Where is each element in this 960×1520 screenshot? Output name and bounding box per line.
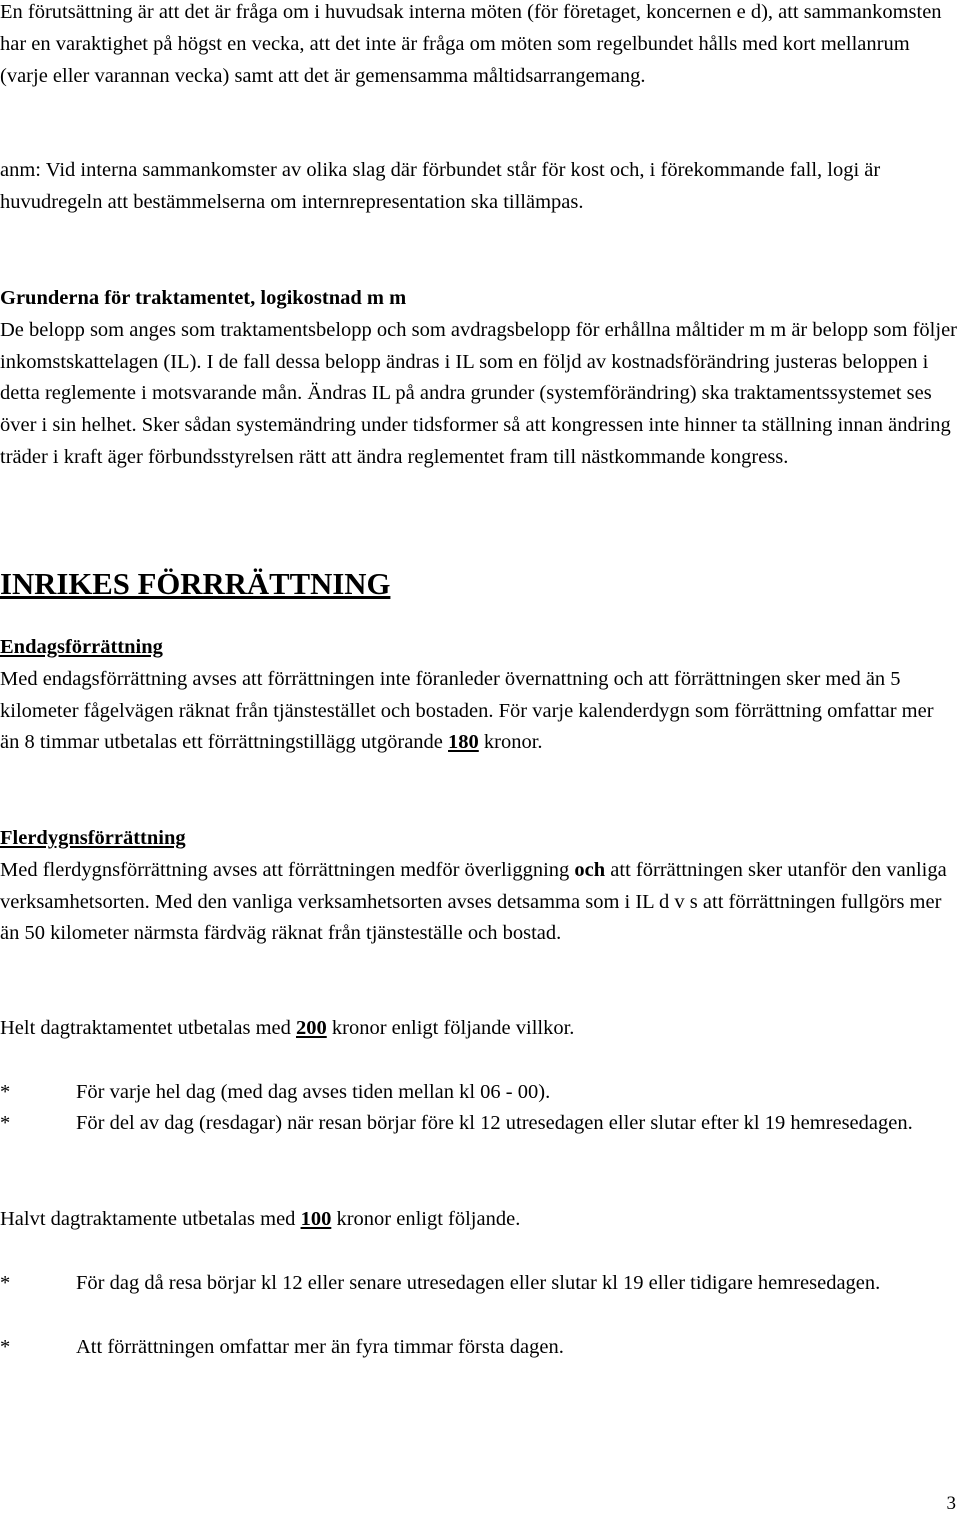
endags-section (0, 632, 958, 759)
halvt-amount: 100 (300, 1208, 332, 1230)
bullet-star: * (0, 1336, 11, 1358)
grunder-text: De belopp som anges som traktamentsbelopp och som avdragsbelopp för erhållna måltider m m är belopp som följer inkomstskattelagen (IL). I de fall dessa belopp ändras i IL som en följd av kostnadsförändring justeras beloppen i detta reglemente i motsvarande mån. Ändras IL på andra grunder (systemförändring) ska traktamentssystemet ses över i sin helhet. Sker sådan systemändring under tidsformer så att kongressen inte hinner ta ställning innan ändring träder i kraft äger förbundsstyrelsen rätt att ändra reglementet fram till nästkommande kongress. (0, 318, 957, 468)
flerdygns-heading: Flerdygnsförrättning (0, 827, 186, 849)
helt-text-a: Helt dagtraktamentet utbetalas med (0, 1017, 296, 1039)
page-number: 3 (946, 1493, 956, 1514)
helt-text-b: kronor enligt följande villkor. (326, 1017, 575, 1039)
intro-paragraph: En förutsättning är att det är fråga om i huvudsak interna möten (för företaget, koncernen e d), att sammankomsten har en varaktighet på högst en vecka, att det inte är fråga om möten som regelbundet hålls med kort mellanrum (varje eller varannan vecka) samt att det är gemensamma måltidsarrangemang. (0, 1, 942, 87)
endags-text-a: Med endagsförrättning avses att förrättningen inte föranleder övernattning och att förrättningen sker med än 5 kilometer fågelvägen räknat från tjänstestället och bostaden. För varje kalenderdygn som förrättning omfattar mer än 8 timmar utbetalas ett förrättningstillägg utgörande (0, 667, 934, 754)
flerdygns-text (0, 855, 958, 950)
bullet-text: Att förrättningen omfattar mer än fyra timmar första dagen. (76, 1336, 564, 1358)
bullet-text: För dag då resa börjar kl 12 eller senare utresedagen eller slutar kl 19 eller tidigare hemresedagen. (76, 1272, 881, 1294)
helt-paragraph (0, 1013, 958, 1045)
bullet-text: För varje hel dag (med dag avses tiden mellan kl 06 - 00). (76, 1081, 551, 1103)
note-paragraph: anm: Vid interna sammankomster av olika slag där förbundet står för kost och, i förekommande fall, logi är huvudregeln att bestämmelserna om internrepresentation ska tillämpas. (0, 159, 881, 213)
section-title: INRIKES FÖRRRÄTTNING (0, 567, 391, 601)
bullet-star: * (0, 1272, 11, 1294)
grunder-heading: Grunderna för traktamentet, logikostnad m m (0, 287, 407, 309)
endags-heading: Endagsförrättning (0, 636, 163, 658)
flerdygns-text-b: att förrättningen sker utanför den vanliga verksamhetsorten. Med den vanliga verksamhetsorten avses detsamma som i IL d v s att förrättningen fullgörs mer än 50 kilometer närmsta färdväg räknat från tjänsteställe och bostad. (0, 858, 947, 945)
list-item (0, 1077, 958, 1109)
flerdygns-text-a: Med flerdygnsförrättning avses att förrättningen medför överliggning (0, 858, 575, 881)
endags-text (0, 664, 958, 759)
halvt-text-b: kronor enligt följande. (331, 1208, 521, 1230)
flerdygns-och: och (574, 858, 606, 881)
bullet-star: * (0, 1112, 11, 1134)
halvt-paragraph (0, 1204, 958, 1236)
endags-amount: 180 (448, 731, 479, 754)
helt-amount: 200 (296, 1017, 327, 1039)
grunder-section (0, 283, 958, 474)
list-item (0, 1108, 958, 1140)
endags-text-b: kronor. (478, 731, 543, 754)
bullet-star: * (0, 1081, 11, 1103)
flerdygns-section (0, 823, 958, 950)
list-item (0, 1332, 958, 1364)
halvt-text-a: Halvt dagtraktamente utbetalas med (0, 1208, 301, 1230)
bullet-text: För del av dag (resdagar) när resan börjar före kl 12 utresedagen eller slutar efter kl 19 hemresedagen. (76, 1112, 913, 1134)
list-item (0, 1268, 958, 1300)
